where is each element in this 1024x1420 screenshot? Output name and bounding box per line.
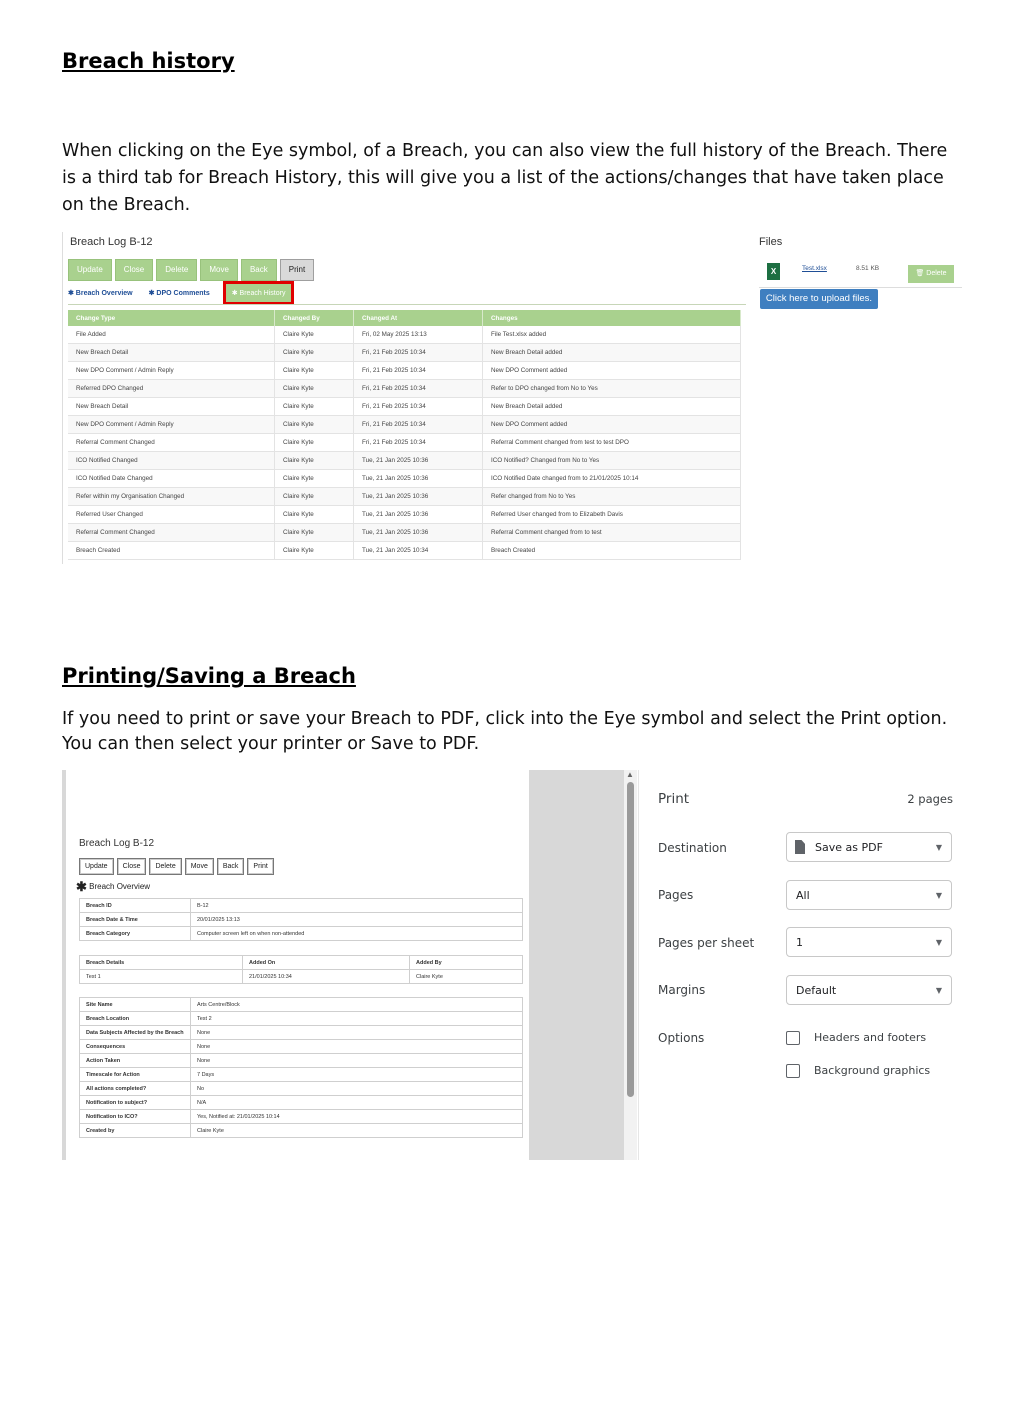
table-cell: Action Taken: [80, 1054, 191, 1068]
table-row: [80, 1124, 523, 1138]
table-cell: Fri, 21 Feb 2025 10:34: [354, 416, 483, 434]
table-cell: New DPO Comment / Admin Reply: [68, 416, 275, 434]
history-table-body: [68, 326, 741, 560]
table-row: [68, 398, 741, 416]
table-cell: Computer screen left on when non-attended: [191, 927, 523, 941]
destination-select[interactable]: [786, 832, 952, 862]
table-cell: Fri, 02 May 2025 13:13: [354, 326, 483, 344]
excel-file-icon: X: [767, 263, 780, 280]
options-label: Options: [658, 1031, 705, 1045]
pages-select[interactable]: [786, 880, 952, 910]
table-row: [68, 380, 741, 398]
section-paragraph-breach-history: When clicking on the Eye symbol, of a Breach, you can also view the full history of the Breach. There is a third tab for Breach History, this will give you a list of the actions/changes that have taken place on the Breach.: [62, 141, 948, 215]
history-table: [68, 310, 741, 560]
table-cell: Claire Kyte: [275, 542, 354, 560]
delete-button[interactable]: Delete: [156, 259, 197, 281]
column-header: Breach Details: [80, 956, 243, 970]
print-preview-area: [62, 770, 637, 1160]
back-button[interactable]: Back: [241, 259, 277, 281]
table-cell: Claire Kyte: [275, 398, 354, 416]
divider: [62, 232, 63, 564]
table-cell: New DPO Comment / Admin Reply: [68, 362, 275, 380]
page-count: 2 pages: [907, 792, 953, 806]
table-cell: None: [191, 1040, 523, 1054]
table-cell: Claire Kyte: [275, 506, 354, 524]
table-cell: Claire Kyte: [275, 488, 354, 506]
table-cell: Created by: [80, 1124, 191, 1138]
table-cell: New Breach Detail added: [483, 398, 741, 416]
table-cell: Referred User Changed: [68, 506, 275, 524]
table-cell: Referral Comment Changed: [68, 524, 275, 542]
breach-info-table: [79, 898, 523, 941]
table-cell: Claire Kyte: [275, 416, 354, 434]
destination-label: Destination: [658, 841, 727, 855]
pages-value: All: [796, 889, 810, 902]
table-cell: Claire Kyte: [275, 380, 354, 398]
table-cell: 20/01/2025 13:13: [191, 913, 523, 927]
table-row: [80, 913, 523, 927]
table-row: [80, 899, 523, 913]
asterisk-icon: ✱: [76, 879, 87, 894]
table-cell: File Added: [68, 326, 275, 344]
column-header[interactable]: Changed At: [354, 310, 483, 326]
table-cell: New Breach Detail: [68, 398, 275, 416]
table-cell: Refer to DPO changed from No to Yes: [483, 380, 741, 398]
table-row: [80, 1054, 523, 1068]
table-cell: Refer changed from No to Yes: [483, 488, 741, 506]
pages-label: Pages: [658, 888, 694, 902]
table-row: [68, 362, 741, 380]
table-cell: Claire Kyte: [275, 524, 354, 542]
table-row: [68, 524, 741, 542]
table-cell: Tue, 21 Jan 2025 10:36: [354, 470, 483, 488]
tab-breach-overview: [76, 877, 150, 893]
update-button[interactable]: Update: [68, 259, 112, 281]
print-title: Print: [658, 791, 690, 807]
table-cell: Claire Kyte: [275, 470, 354, 488]
tab-breach-overview[interactable]: ✱ Breach Overview: [68, 290, 133, 297]
table-cell: Fri, 21 Feb 2025 10:34: [354, 362, 483, 380]
tab-bar: [68, 284, 307, 302]
table-row: [68, 470, 741, 488]
table-cell: Fri, 21 Feb 2025 10:34: [354, 398, 483, 416]
headers-footers-checkbox[interactable]: [786, 1031, 800, 1045]
table-cell: Site Name: [80, 998, 191, 1012]
print-preview-page: [66, 770, 529, 1160]
breach-fields-table: [79, 997, 523, 1138]
table-row: [68, 452, 741, 470]
delete-button[interactable]: Delete: [149, 858, 181, 875]
table-cell: Breach Category: [80, 927, 191, 941]
margins-label: Margins: [658, 983, 706, 997]
table-cell: Claire Kyte: [275, 344, 354, 362]
table-row: [68, 506, 741, 524]
table-row: [80, 1026, 523, 1040]
table-cell: Referral Comment changed from test to test DPO: [483, 434, 741, 452]
table-cell: ICO Notified? Changed from No to Yes: [483, 452, 741, 470]
table-cell: New Breach Detail added: [483, 344, 741, 362]
back-button[interactable]: Back: [217, 858, 245, 875]
table-cell: None: [191, 1054, 523, 1068]
section-heading-printing: Printing/Saving a Breach: [62, 664, 356, 688]
table-cell: Fri, 21 Feb 2025 10:34: [354, 434, 483, 452]
table-row: [80, 1068, 523, 1082]
table-cell: Claire Kyte: [275, 326, 354, 344]
table-cell: Fri, 21 Feb 2025 10:34: [354, 380, 483, 398]
table-cell: ICO Notified Date Changed: [68, 470, 275, 488]
table-cell: 21/01/2025 10:34: [243, 970, 410, 984]
print-button[interactable]: Print: [247, 858, 273, 875]
table-cell: Refer within my Organisation Changed: [68, 488, 275, 506]
table-cell: Notification to subject?: [80, 1096, 191, 1110]
move-button[interactable]: Move: [200, 259, 238, 281]
section-paragraph-printing: If you need to print or save your Breach to PDF, click into the Eye symbol and select the Print option. You can then select your printer or Save to PDF.: [62, 709, 948, 754]
tab-breach-history[interactable]: ✱ Breach History: [226, 284, 292, 302]
margins-value: Default: [796, 984, 837, 997]
breach-history-screenshot: [62, 232, 962, 564]
pages-per-sheet-value: 1: [796, 936, 803, 949]
update-button[interactable]: Update: [79, 858, 114, 875]
table-cell: Breach ID: [80, 899, 191, 913]
table-row: [80, 927, 523, 941]
table-row: [68, 542, 741, 560]
dropdown-arrow-icon: ▼: [935, 891, 942, 900]
table-cell: Arts Centre/Block: [191, 998, 523, 1012]
close-button[interactable]: Close: [115, 259, 153, 281]
upload-files-button[interactable]: Click here to upload files.: [760, 289, 878, 309]
table-cell: Tue, 21 Jan 2025 10:34: [354, 542, 483, 560]
tab-dpo-comments[interactable]: ✱ DPO Comments: [148, 290, 210, 297]
scroll-up-icon[interactable]: ▲: [626, 770, 634, 779]
table-row: [80, 970, 523, 984]
table-cell: Claire Kyte: [191, 1124, 523, 1138]
table-row: [68, 326, 741, 344]
tab-label: Breach Overview: [89, 882, 151, 891]
table-cell: Referred User changed from to Elizabeth Davis: [483, 506, 741, 524]
dropdown-arrow-icon: ▼: [935, 986, 942, 995]
table-cell: Claire Kyte: [275, 434, 354, 452]
table-cell: Breach Date & Time: [80, 913, 191, 927]
column-header: Added By: [410, 956, 523, 970]
table-cell: New Breach Detail: [68, 344, 275, 362]
table-cell: Consequences: [80, 1040, 191, 1054]
table-cell: Tue, 21 Jan 2025 10:36: [354, 506, 483, 524]
dropdown-arrow-icon: ▼: [935, 843, 942, 852]
table-row: [80, 1110, 523, 1124]
table-cell: N/A: [191, 1096, 523, 1110]
toolbar: [79, 858, 274, 875]
breach-log-title: Breach Log B-12: [79, 838, 155, 849]
table-row: [68, 416, 741, 434]
table-cell: No: [191, 1082, 523, 1096]
file-name-link[interactable]: Test.xlsx: [802, 265, 827, 272]
pages-per-sheet-label: Pages per sheet: [658, 936, 755, 950]
table-row: [80, 1012, 523, 1026]
preview-scrollbar[interactable]: [624, 770, 637, 1160]
print-dialog-screenshot: [62, 770, 962, 1162]
table-cell: Data Subjects Affected by the Breach: [80, 1026, 191, 1040]
table-row: [68, 434, 741, 452]
pages-per-sheet-select[interactable]: [786, 927, 952, 957]
margins-select[interactable]: [786, 975, 952, 1005]
table-cell: B-12: [191, 899, 523, 913]
table-header-row: [68, 310, 741, 326]
table-cell: Claire Kyte: [275, 362, 354, 380]
delete-file-button[interactable]: 🗑 Delete: [908, 265, 954, 283]
table-cell: New DPO Comment added: [483, 362, 741, 380]
table-cell: ICO Notified Date changed from to 21/01/2025 10:14: [483, 470, 741, 488]
table-cell: Claire Kyte: [275, 452, 354, 470]
column-header[interactable]: Changed By: [275, 310, 354, 326]
column-header: Added On: [243, 956, 410, 970]
tab-underline: [68, 304, 746, 305]
table-cell: New DPO Comment added: [483, 416, 741, 434]
scrollbar-thumb[interactable]: [627, 782, 634, 1097]
table-cell: File Test.xlsx added: [483, 326, 741, 344]
table-cell: Claire Kyte: [410, 970, 523, 984]
document-icon: [795, 840, 805, 854]
table-cell: Tue, 21 Jan 2025 10:36: [354, 524, 483, 542]
background-graphics-label: Background graphics: [814, 1064, 931, 1077]
table-cell: Breach Location: [80, 1012, 191, 1026]
table-cell: Referral Comment changed from to test: [483, 524, 741, 542]
table-cell: Test 2: [191, 1012, 523, 1026]
table-cell: Tue, 21 Jan 2025 10:36: [354, 452, 483, 470]
headers-footers-label: Headers and footers: [814, 1031, 927, 1044]
files-title: Files: [759, 236, 783, 248]
breach-log-title: Breach Log B-12: [70, 236, 153, 248]
destination-value: Save as PDF: [815, 841, 883, 854]
column-header[interactable]: Changes: [483, 310, 741, 326]
table-header-row: [80, 956, 523, 970]
table-cell: None: [191, 1026, 523, 1040]
section-heading-breach-history: Breach history: [62, 49, 235, 73]
table-cell: Tue, 21 Jan 2025 10:36: [354, 488, 483, 506]
table-row: [80, 998, 523, 1012]
toolbar: [68, 259, 314, 281]
table-row: [80, 1096, 523, 1110]
table-cell: Fri, 21 Feb 2025 10:34: [354, 344, 483, 362]
table-cell: Test 1: [80, 970, 243, 984]
dropdown-arrow-icon: ▼: [935, 938, 942, 947]
background-graphics-checkbox[interactable]: [786, 1064, 800, 1078]
table-cell: Referral Comment Changed: [68, 434, 275, 452]
table-cell: ICO Notified Changed: [68, 452, 275, 470]
table-cell: 7 Days: [191, 1068, 523, 1082]
print-button[interactable]: Print: [280, 259, 314, 281]
divider: [759, 287, 962, 288]
table-row: [68, 488, 741, 506]
breach-details-table: [79, 955, 523, 984]
move-button[interactable]: Move: [185, 858, 214, 875]
table-cell: Notification to ICO?: [80, 1110, 191, 1124]
close-button[interactable]: Close: [117, 858, 147, 875]
print-settings-panel: [638, 770, 963, 1160]
table-cell: Breach Created: [68, 542, 275, 560]
file-size: 8.51 KB: [856, 265, 880, 272]
table-row: [68, 344, 741, 362]
table-cell: Referred DPO Changed: [68, 380, 275, 398]
table-row: [80, 1082, 523, 1096]
table-cell: Yes, Notified at: 21/01/2025 10:14: [191, 1110, 523, 1124]
column-header[interactable]: Change Type: [68, 310, 275, 326]
table-cell: Breach Created: [483, 542, 741, 560]
table-cell: Timescale for Action: [80, 1068, 191, 1082]
table-row: [80, 1040, 523, 1054]
table-cell: All actions completed?: [80, 1082, 191, 1096]
